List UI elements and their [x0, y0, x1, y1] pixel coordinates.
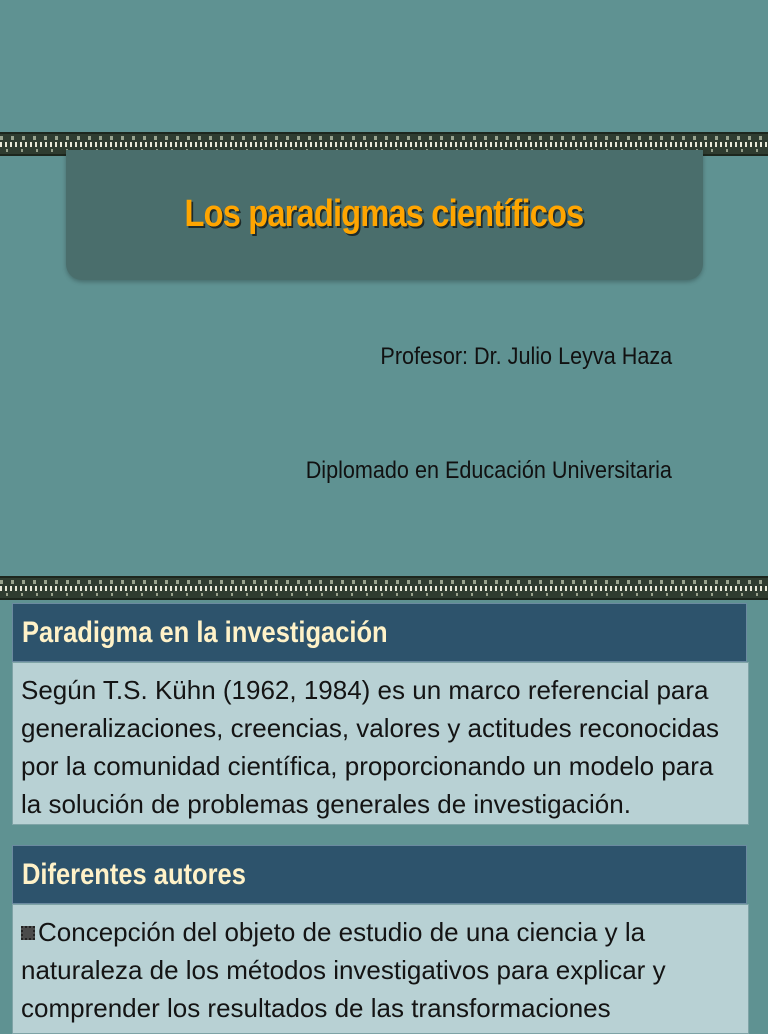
section-header-text: Paradigma en la investigación — [22, 616, 388, 649]
section-header-text: Diferentes autores — [22, 858, 246, 891]
circuit-dots-bottom — [0, 593, 768, 596]
section-header-autores — [12, 845, 747, 904]
section-body-paradigma — [12, 662, 749, 825]
section-body-autores — [12, 904, 749, 1034]
square-bullet-icon — [21, 926, 35, 940]
section-body-text: Según T.S. Kühn (1962, 1984) es un marco referencial para generalizaciones, creencias, valores y actitudes reconocidas por la comunidad científica, proporcionando un modelo para la solución de problemas generales de investigación. — [21, 675, 720, 819]
circuit-dots — [0, 580, 768, 584]
slide-content — [0, 576, 768, 1024]
program-label: Diplomado en Educación Universitaria — [305, 457, 672, 484]
bullet-item — [13, 905, 748, 1027]
bullet-text: Concepción del objeto de estudio de una ciencia y la naturaleza de los métodos investigativos para explicar y comprender los resultados de las transformaciones — [21, 917, 666, 1023]
professor-label: Profesor: Dr. Julio Leyva Haza — [380, 343, 672, 370]
section-header-paradigma — [12, 603, 747, 662]
circuit-border-top — [0, 576, 768, 600]
circuit-dots — [0, 136, 768, 140]
slide-title-text: Los paradigmas científicos — [184, 193, 584, 235]
